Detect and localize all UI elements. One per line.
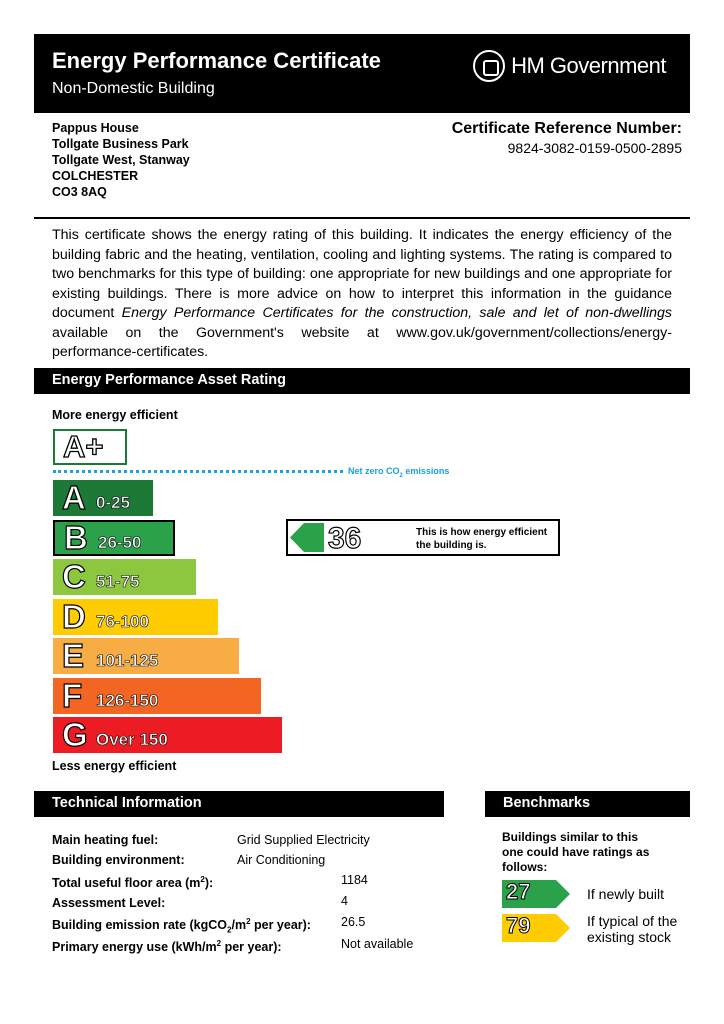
technical-info-section-header: Technical Information xyxy=(34,791,444,817)
page-title: Energy Performance Certificate xyxy=(52,48,381,73)
tech-value-heating-fuel: Grid Supplied Electricity xyxy=(237,833,370,847)
address-line: Tollgate Business Park xyxy=(52,137,189,151)
rating-band-letter: D xyxy=(62,597,86,635)
current-rating-marker xyxy=(286,519,560,556)
benchmark-new-build-value: 27 xyxy=(506,879,531,904)
address-line: COLCHESTER xyxy=(52,169,139,183)
floor-area-label-text: Total useful floor area (m xyxy=(52,876,201,891)
rating-band-range: 0-25 xyxy=(96,493,131,512)
intro-text: This certificate shows the energy rating of this building. It indicates the energy efficiency of the building fabric and the heating, ventilation, cooling and lighting systems. The rating is compared to two benchmarks for this type of building: one appropriate for new buildings and one appropriate for existing buildings. There is more advice on how to interpret this information in the guidance document xyxy=(52,227,672,321)
tech-label-heating-fuel: Main heating fuel: xyxy=(52,833,159,847)
rating-band-e xyxy=(53,638,239,674)
tech-value-emission-rate: 26.5 xyxy=(341,915,366,929)
net-zero-label xyxy=(348,466,449,479)
net-zero-subscript: 2 xyxy=(399,472,403,479)
certificate-header xyxy=(34,34,690,113)
rating-band-c xyxy=(53,559,196,595)
benchmark-label-line: If newly built xyxy=(587,886,665,902)
primary-energy-sup: 2 xyxy=(216,939,222,948)
rating-band-range: 101-125 xyxy=(96,651,159,670)
net-zero-text: Net zero CO xyxy=(348,466,400,476)
benchmarks-intro xyxy=(502,830,649,875)
certificate-reference-label: Certificate Reference Number: xyxy=(451,120,682,137)
address-line: Pappus House xyxy=(52,121,139,135)
rating-band-range: 126-150 xyxy=(96,690,159,710)
floor-area-label-end: ): xyxy=(204,876,214,891)
rating-band-b xyxy=(53,520,175,556)
guidance-document-title: Energy Performance Certificates for the construction, sale and let of non-dwellings xyxy=(121,305,673,321)
rating-band-letter: B xyxy=(64,518,88,556)
asset-rating-section-header: Energy Performance Asset Rating xyxy=(34,368,690,394)
intro-paragraph xyxy=(52,226,672,363)
rating-band-range: Over 150 xyxy=(96,730,168,749)
tech-label-assessment-level: Assessment Level: xyxy=(52,896,166,910)
tech-value-assessment-level: 4 xyxy=(341,894,348,908)
tech-value-floor-area: 1184 xyxy=(341,873,368,887)
emission-rate-label-text: Building emission rate (kgCO xyxy=(52,918,228,933)
band-a-plus: A+ xyxy=(53,429,127,465)
divider xyxy=(34,217,690,219)
net-zero-suffix: emissions xyxy=(402,466,450,476)
royal-crest-icon xyxy=(473,50,505,82)
rating-band-g xyxy=(53,717,282,753)
tech-label-emission-rate xyxy=(52,917,311,935)
benchmarks-section-header: Benchmarks xyxy=(485,791,690,817)
rating-band-range: 51-75 xyxy=(96,572,140,591)
tech-value-primary-energy: Not available xyxy=(341,937,414,951)
tech-label-primary-energy xyxy=(52,939,282,954)
emission-rate-label-end: per year): xyxy=(250,918,311,933)
hm-government-logo xyxy=(473,50,666,82)
rating-band-a xyxy=(53,480,153,516)
less-efficient-label: Less energy efficient xyxy=(52,759,177,773)
rating-band-f xyxy=(53,678,261,714)
certificate-reference xyxy=(452,120,682,156)
rating-band-letter: A xyxy=(62,479,86,516)
tech-label-floor-area xyxy=(52,875,213,890)
certificate-reference-number: 9824-3082-0159-0500-2895 xyxy=(507,140,682,156)
primary-energy-label-text: Primary energy use (kWh/m xyxy=(52,940,217,955)
benchmark-new-build-label xyxy=(587,886,664,902)
benchmark-new-build-tag xyxy=(502,880,570,908)
current-rating-message-line: This is how energy efficient xyxy=(416,527,548,538)
benchmarks-intro-line: follows: xyxy=(502,860,548,874)
rating-band-letter: G xyxy=(62,716,88,753)
more-efficient-label: More energy efficient xyxy=(52,408,178,422)
primary-energy-label-end: per year): xyxy=(221,940,282,955)
arrow-left-icon xyxy=(290,523,324,552)
current-rating-message xyxy=(416,526,547,552)
rating-band-range: 76-100 xyxy=(96,611,149,631)
address-line: Tollgate West, Stanway xyxy=(52,153,190,167)
page-subtitle: Non-Domestic Building xyxy=(52,80,215,97)
rating-band-letter: E xyxy=(62,637,85,674)
benchmark-label-line: If typical of the xyxy=(587,913,678,929)
current-rating-value: 36 xyxy=(328,522,362,555)
benchmarks-intro-line: Buildings similar to this xyxy=(502,830,639,844)
benchmark-existing-stock-label xyxy=(587,913,677,945)
emission-rate-sub: 2 xyxy=(227,925,232,935)
property-address xyxy=(52,120,190,200)
rating-band-letter: F xyxy=(62,676,83,714)
rating-band-letter: C xyxy=(62,558,86,595)
rating-band-range: 26-50 xyxy=(98,532,142,552)
address-line: CO3 8AQ xyxy=(52,185,107,199)
net-zero-dotted-line xyxy=(53,470,343,473)
government-name: HM Government xyxy=(511,53,666,78)
rating-band-d xyxy=(53,599,218,635)
benchmark-label-line: existing stock xyxy=(587,929,672,945)
benchmarks-intro-line: one could have ratings as xyxy=(502,845,650,859)
benchmark-existing-stock-tag xyxy=(502,914,570,942)
tech-value-building-environment: Air Conditioning xyxy=(237,853,326,867)
floor-area-sup: 2 xyxy=(200,875,205,884)
tech-label-building-environment: Building environment: xyxy=(52,853,185,867)
emission-rate-label-mid: /m xyxy=(231,918,247,933)
current-rating-message-line: the building is. xyxy=(416,540,487,551)
intro-text-end: available on the Government's website at www.gov.uk/government/collections/energy-performance-certificates. xyxy=(52,324,672,360)
emission-rate-sup: 2 xyxy=(246,917,251,926)
benchmark-existing-stock-value: 79 xyxy=(506,913,531,938)
